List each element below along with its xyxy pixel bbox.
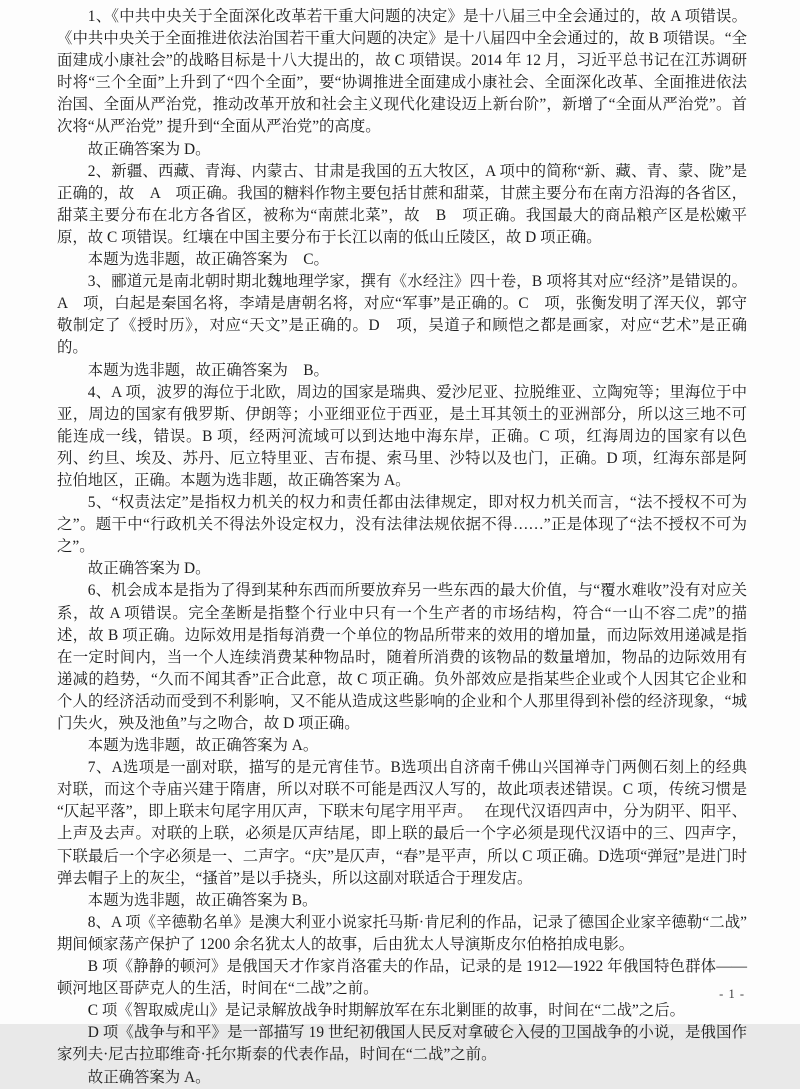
paragraph: B 项《静静的顿河》是俄国天才作家肖洛霍夫的作品，记录的是 1912—1922 年俄国特色群体——顿河地区哥萨克人的生活，时间在“二战”之前。 xyxy=(57,958,747,998)
document-body xyxy=(57,6,747,1089)
paragraph: C 项《智取威虎山》是记录解放战争时期解放军在东北剿匪的故事，时间在“二战”之后。 xyxy=(87,1002,686,1020)
page-number: - 1 - xyxy=(719,987,745,1001)
paragraph: 7、A选项是一副对联，描写的是元宵佳节。B选项出自济南千佛山兴国禅寺门两侧石刻上的经典对联，而这个寺庙兴建于隋唐，所以对联不可能是西汉人写的，故此项表述错误。C 项，传统习惯是“仄起平落”，即上联末句尾字用仄声，下联末句尾字用平声。 在现代汉语四声中，分为阴平、阳平、上声及去声。对联的上联，必须是仄声结尾，即上联的最后一个字必须是现代汉语中的三、四声字，下联最后一个字必须是一、二声字。“庆”是仄声，“春”是平声，所以 C 项正确。D选项“弹冠”是进门时弹去帽子上的灰尘，“搔首”是以手挠头，所以这副对联适合于理发店。 xyxy=(57,759,747,887)
paragraph: D 项《战争与和平》是一部描写 19 世纪初俄国人民反对拿破仑入侵的卫国战争的小说，是俄国作家列夫·尼古拉耶维奇·托尔斯泰的代表作品，时间在“二战”之前。 xyxy=(57,1024,747,1064)
paragraph: 本题为选非题，故正确答案为 A。 xyxy=(87,737,319,755)
paragraph: 6、机会成本是指为了得到某种东西而所要放弃另一些东西的最大价值，与“覆水难收”没有对应关系，故 A 项错误。完全垄断是指整个行业中只有一个生产者的市场结构，符合“一山不容二虎”的描述，故 B 项正确。边际效用是指每消费一个单位的物品所带来的效用的增加量，而边际效用递减是指在一定时间内，当一个人连续消费某种物品时，随着所消费的该物品的数量增加，物品的边际效用有递减的趋势，“久而不闻其香”正合此意，故 C 项正确。负外部效应是指某些企业或个人因其它企业和个人的经济活动而受到不利影响，又不能从造成这些影响的企业和个人那里得到补偿的经济现象，“城门失火，殃及池鱼”与之吻合，故 D 项正确。 xyxy=(57,582,747,732)
paragraph: 2、新疆、西藏、青海、内蒙古、甘肃是我国的五大牧区，A 项中的简称“新、藏、青、蒙、陇”是正确的，故 A 项正确。我国的糖料作物主要包括甘蔗和甜菜，甘蔗主要分布在南方沿海的各省区，甜菜主要分布在北方各省区，被称为“南蔗北菜”，故 B 项正确。我国最大的商品粮产区是松嫩平原，故 C 项错误。红壤在中国主要分布于长江以南的低山丘陵区，故 D 项正确。 xyxy=(57,162,747,246)
paragraph: 4、A 项，波罗的海位于北欧，周边的国家是瑞典、爱沙尼亚、拉脱维亚、立陶宛等；里海位于中亚，周边的国家有俄罗斯、伊朗等；小亚细亚位于西亚，是土耳其领土的亚洲部分，所以这三地不可能连成一线，错误。B 项，经两河流域可以到达地中海东岸，正确。C 项，红海周边的国家有以色列、约旦、埃及、苏丹、厄立特里亚、吉布提、索马里、沙特以及也门，正确。D 项，红海东部是阿拉伯地区，正确。本题为选非题，故正确答案为 A。 xyxy=(57,383,747,489)
paragraph: 5、“权责法定”是指权力机关的权力和责任都由法律规定，即对权力机关而言，“法不授权不可为之”。题干中“行政机关不得法外设定权力，没有法律法规依据不得……”正是体现了“法不授权不可为之”。 xyxy=(57,494,747,556)
paragraph: 本题为选非题，故正确答案为 B。 xyxy=(87,891,318,909)
paragraph: 故正确答案为 D。 xyxy=(87,140,211,158)
paragraph: 本题为选非题，故正确答案为 B。 xyxy=(87,361,329,379)
paragraph: 3、郦道元是南北朝时期北魏地理学家，撰有《水经注》四十卷，B 项将其对应“经济”是错误的。A 项，白起是秦国名将，李靖是唐朝名将，对应“军事”是正确的。C 项，张衡发明了浑天仪，郭守敬制定了《授时历》，对应“天文”是正确的。D 项，吴道子和顾恺之都是画家，对应“艺术”是正确的。 xyxy=(57,273,747,357)
paragraph: 8、A 项《辛德勒名单》是澳大利亚小说家托马斯·肯尼利的作品，记录了德国企业家辛德勒“二战”期间倾家荡产保护了 1200 余名犹太人的故事，后由犹太人导演斯皮尔伯格拍成电影。 xyxy=(57,913,747,953)
paragraph: 故正确答案为 D。 xyxy=(87,560,211,578)
paragraph: 1、《中共中央关于全面深化改革若干重大问题的决定》是十八届三中全会通过的，故 A 项错误。《中共中央关于全面推进依法治国若干重大问题的决定》是十八届四中全会通过的，故 B 项错误。“全面建成小康社会”的战略目标是十八大提出的，故 C 项错误。2014 年 12 月，习近平总书记在江苏调研时将“三个全面”上升到了“四个全面”，要“协调推进全面建成小康社会、全面深化改革、全面推进依法治国、全面从严治党，推动改革开放和社会主义现代化建设迈上新台阶”，新增了“全面从严治党”。首次将“从严治党” 提升到“全面从严治党”的高度。 xyxy=(57,8,747,136)
paragraph: 本题为选非题，故正确答案为 C。 xyxy=(87,251,329,269)
paragraph: 故正确答案为 A。 xyxy=(87,1068,211,1086)
